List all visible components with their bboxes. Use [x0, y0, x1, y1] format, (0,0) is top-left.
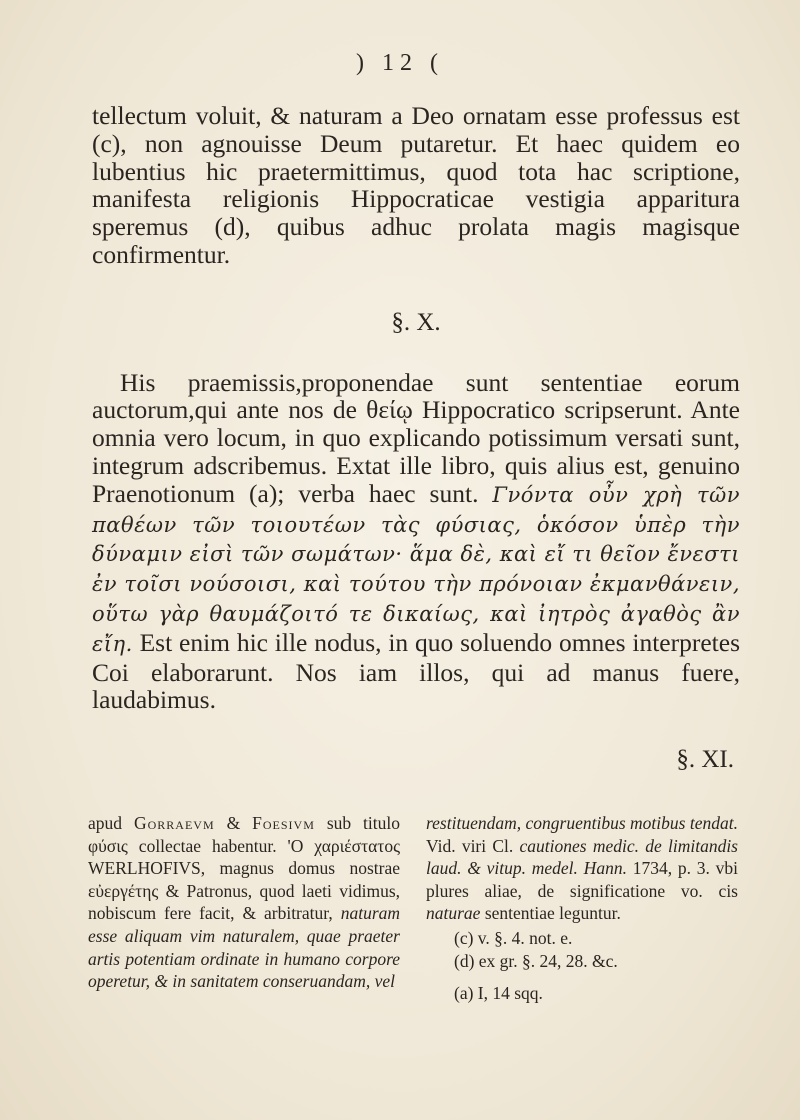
footnotes-area	[88, 812, 738, 1005]
footnote-c: (c) v. §. 4. not. e.	[454, 927, 573, 948]
footnote-right-column	[426, 812, 738, 1005]
note-right-citation: 1734, p. 3. vbi plures aliae, de significatione vo. cis	[426, 858, 738, 901]
paragraph-2	[92, 369, 740, 715]
paragraph-2-text: His praemissis,proponendae sunt sententiae eorum auctorum,qui ante nos de θείῳ Hippocratico scripserunt. Ante omnia vero locum, in quo explicando potissimum versati sunt, integrum adscribemus. Extat ille libro, quis alius est, genuino Praenotionum (a); verba haec sunt.	[92, 367, 740, 508]
note-right-quote-end: restituendam, congruentibus motibus tendat.	[426, 813, 738, 833]
running-head-page-number: ) 12 (	[356, 50, 444, 76]
footnote-right-text	[426, 812, 738, 925]
footnote-list	[426, 927, 738, 1005]
footnote-d: (d) ex gr. §. 24, 28. &c.	[454, 950, 618, 971]
note-ampersand: &	[226, 813, 241, 833]
footnote-left-column	[88, 812, 400, 1005]
footnote-a: (a) I, 14 sqq.	[454, 983, 543, 1004]
paragraph-1: tellectum voluit, & naturam a Deo ornatam esse professus est (c), non agnouisse Deum putaretur. Et haec quidem eo lubentius hic praetermittimus, quod tota hac scriptione, manifesta religionis Hippocraticae vestigia apparitura speremus (d), quibus adhuc prolata magis magisque confirmentur.	[92, 101, 740, 269]
note-right-vid: Vid. viri Cl.	[426, 835, 514, 856]
note-left-quote: naturam esse aliquam vim naturalem, quae praeter artis potentiam ordinate in humano corpore operetur, & in sanitatem conseruandam, vel	[88, 903, 401, 992]
note-right-naturae: naturae	[426, 903, 481, 924]
note-right-title: cautiones medic. de limitandis laud. & vitup. medel. Hann.	[426, 835, 738, 879]
section-heading-xi: §. XI.	[676, 746, 734, 773]
section-heading-x: §. X.	[391, 308, 441, 336]
note-author-gorraeus: Gorraevm	[133, 813, 215, 833]
paragraph-3-text: Est enim hic ille nodus, in quo soluendo omnes interpretes Coi elaborarunt. Nos iam illos, qui ad manus fuere, laudabimus.	[92, 627, 740, 715]
greek-quotation: Γνόντα οὖν χρὴ τῶν παθέων τῶν τοιουτέων τὰς φύσιας, ὁκόσον ὑπὲρ τὴν δύναμιν εἰσὶ τῶν σωμάτων· ἅμα δὲ, καὶ εἴ τι θεῖον ἔνεστι ἐν τοῖσι νούσοισι, καὶ τούτου τὴν πρόνοιαν ἐκμανθάνειν, οὕτω γὰρ θαυμάζοιτό τε δικαίως, καὶ ἰητρὸς ἀγαθὸς ἂν εἴη.	[92, 482, 741, 656]
main-text-block	[92, 102, 740, 714]
footnote-left-text	[88, 812, 400, 993]
note-apud: apud	[88, 813, 123, 833]
note-right-end: sententiae leguntur.	[484, 903, 621, 924]
note-author-foesius: Foesivm	[252, 813, 315, 833]
note-left-body: sub titulo φύσις collectae habentur. 'Ο χαριέστατος WERLHOFIVS, magnus domus nostrae εὐεργέτης & Patronus, quod laeti vidimus, nobiscum fere facit, & arbitratur,	[88, 813, 401, 924]
